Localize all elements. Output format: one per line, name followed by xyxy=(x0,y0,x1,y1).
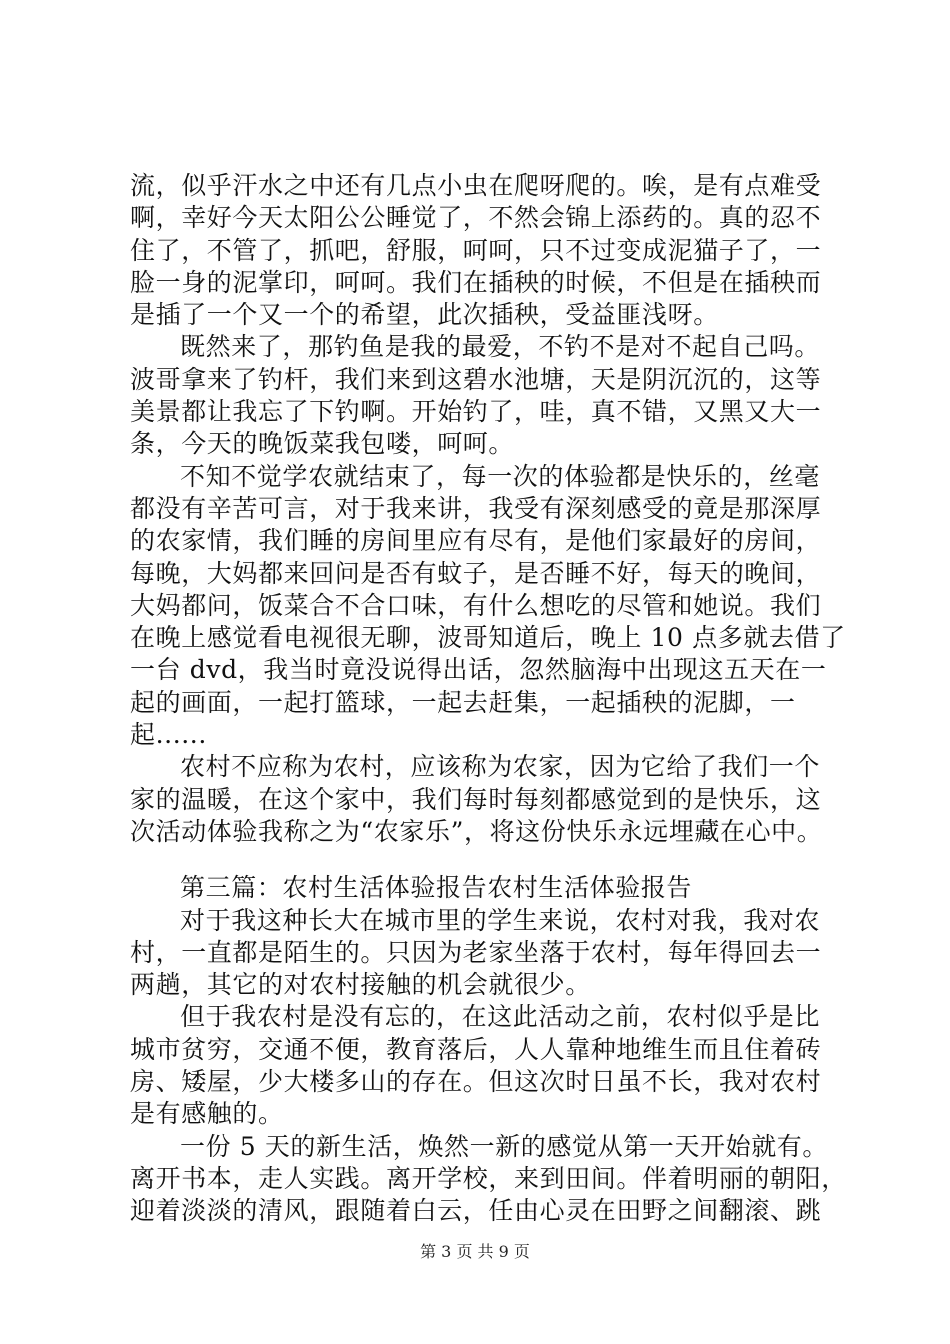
text-line: 波哥拿来了钓杆，我们来到这碧水池塘，天是阴沉沉的，这等 xyxy=(130,364,822,394)
document-body xyxy=(130,170,847,1228)
paragraph-start-line: 既然来了，那钓鱼是我的最爱，不钓不是对不起自己吗。 xyxy=(180,332,821,362)
text-line: 家的温暖，在这个家中，我们每时每刻都感觉到的是快乐，这 xyxy=(130,784,822,814)
text-line: 离开书本，走人实践。离开学校，来到田间。伴着明丽的朝阳， xyxy=(130,1163,847,1193)
text-line: 次活动体验我称之为“农家乐”，将这份快乐永远埋藏在心中。 xyxy=(130,816,823,846)
text-line: 啊，幸好今天太阳公公睡觉了，不然会锦上添药的。真的忍不 xyxy=(130,203,822,233)
text-line: 都没有辛苦可言，对于我来讲，我受有深刻感受的竟是那深厚 xyxy=(130,493,822,523)
section-heading: 第三篇：农村生活体验报告农村生活体验报告 xyxy=(180,873,693,903)
text-line: 脸一身的泥掌印，呵呵。我们在插秧的时候，不但是在插秧而 xyxy=(130,267,822,297)
paragraph-start-line: 不知不觉学农就结束了，每一次的体验都是快乐的，丝毫 xyxy=(180,461,821,491)
text-line: 条，今天的晚饭菜我包喽，呵呵。 xyxy=(130,429,515,459)
text-line: 每晚，大妈都来回问是否有蚊子，是否睡不好，每天的晚间， xyxy=(130,558,822,588)
section-gap xyxy=(130,848,840,872)
paragraph-start-line: 但于我农村是没有忘的，在这此活动之前，农村似乎是比 xyxy=(180,1002,821,1032)
text-line: 村，一直都是陌生的。只因为老家坐落于农村，每年得回去一 xyxy=(130,937,822,967)
paragraph-start-line: 对于我这种长大在城市里的学生来说，农村对我，我对农 xyxy=(180,905,821,935)
text-line: 迎着淡淡的清风，跟随着白云，任由心灵在田野之间翻滚、跳 xyxy=(130,1196,822,1226)
text-line: 大妈都问，饭菜合不合口味，有什么想吃的尽管和她说。我们 xyxy=(130,590,822,620)
text-line: 流，似乎汗水之中还有几点小虫在爬呀爬的。唉，是有点难受 xyxy=(130,171,822,200)
text-line: 住了，不管了，抓吧，舒服，呵呵，只不过变成泥猫子了，一 xyxy=(130,235,822,265)
text-line: 两趟，其它的对农村接触的机会就很少。 xyxy=(130,970,591,1000)
paragraph-start-line: 农村不应称为农村，应该称为农家，因为它给了我们一个 xyxy=(180,752,821,782)
text-line: 是插了一个又一个的希望，此次插秧，受益匪浅呀。 xyxy=(130,300,719,330)
text-line: 在晚上感觉看电视很无聊，波哥知道后，晚上 10 点多就去借了 xyxy=(130,623,846,653)
text-line: 一台 dvd，我当时竟没说得出话，忽然脑海中出现这五天在一 xyxy=(130,655,827,685)
text-line: 起...... xyxy=(130,720,207,750)
page-number-footer: 第 3 页 共 9 页 xyxy=(420,1242,530,1261)
text-line: 美景都让我忘了下钓啊。开始钓了，哇，真不错，又黑又大一 xyxy=(130,397,822,427)
text-line: 的农家情，我们睡的房间里应有尽有，是他们家最好的房间， xyxy=(130,526,822,556)
text-line: 房、矮屋，少大楼多山的存在。但这次时日虽不长，我对农村 xyxy=(130,1067,822,1097)
text-line: 起的画面，一起打篮球，一起去赶集，一起插秧的泥脚，一 xyxy=(130,687,796,717)
text-line: 是有感触的。 xyxy=(130,1099,284,1129)
paragraph-start-line: 一份 5 天的新生活，焕然一新的感觉从第一天开始就有。 xyxy=(180,1131,829,1161)
text-line: 城市贫穷，交通不便，教育落后，人人靠种地维生而且住着砖 xyxy=(130,1034,822,1064)
